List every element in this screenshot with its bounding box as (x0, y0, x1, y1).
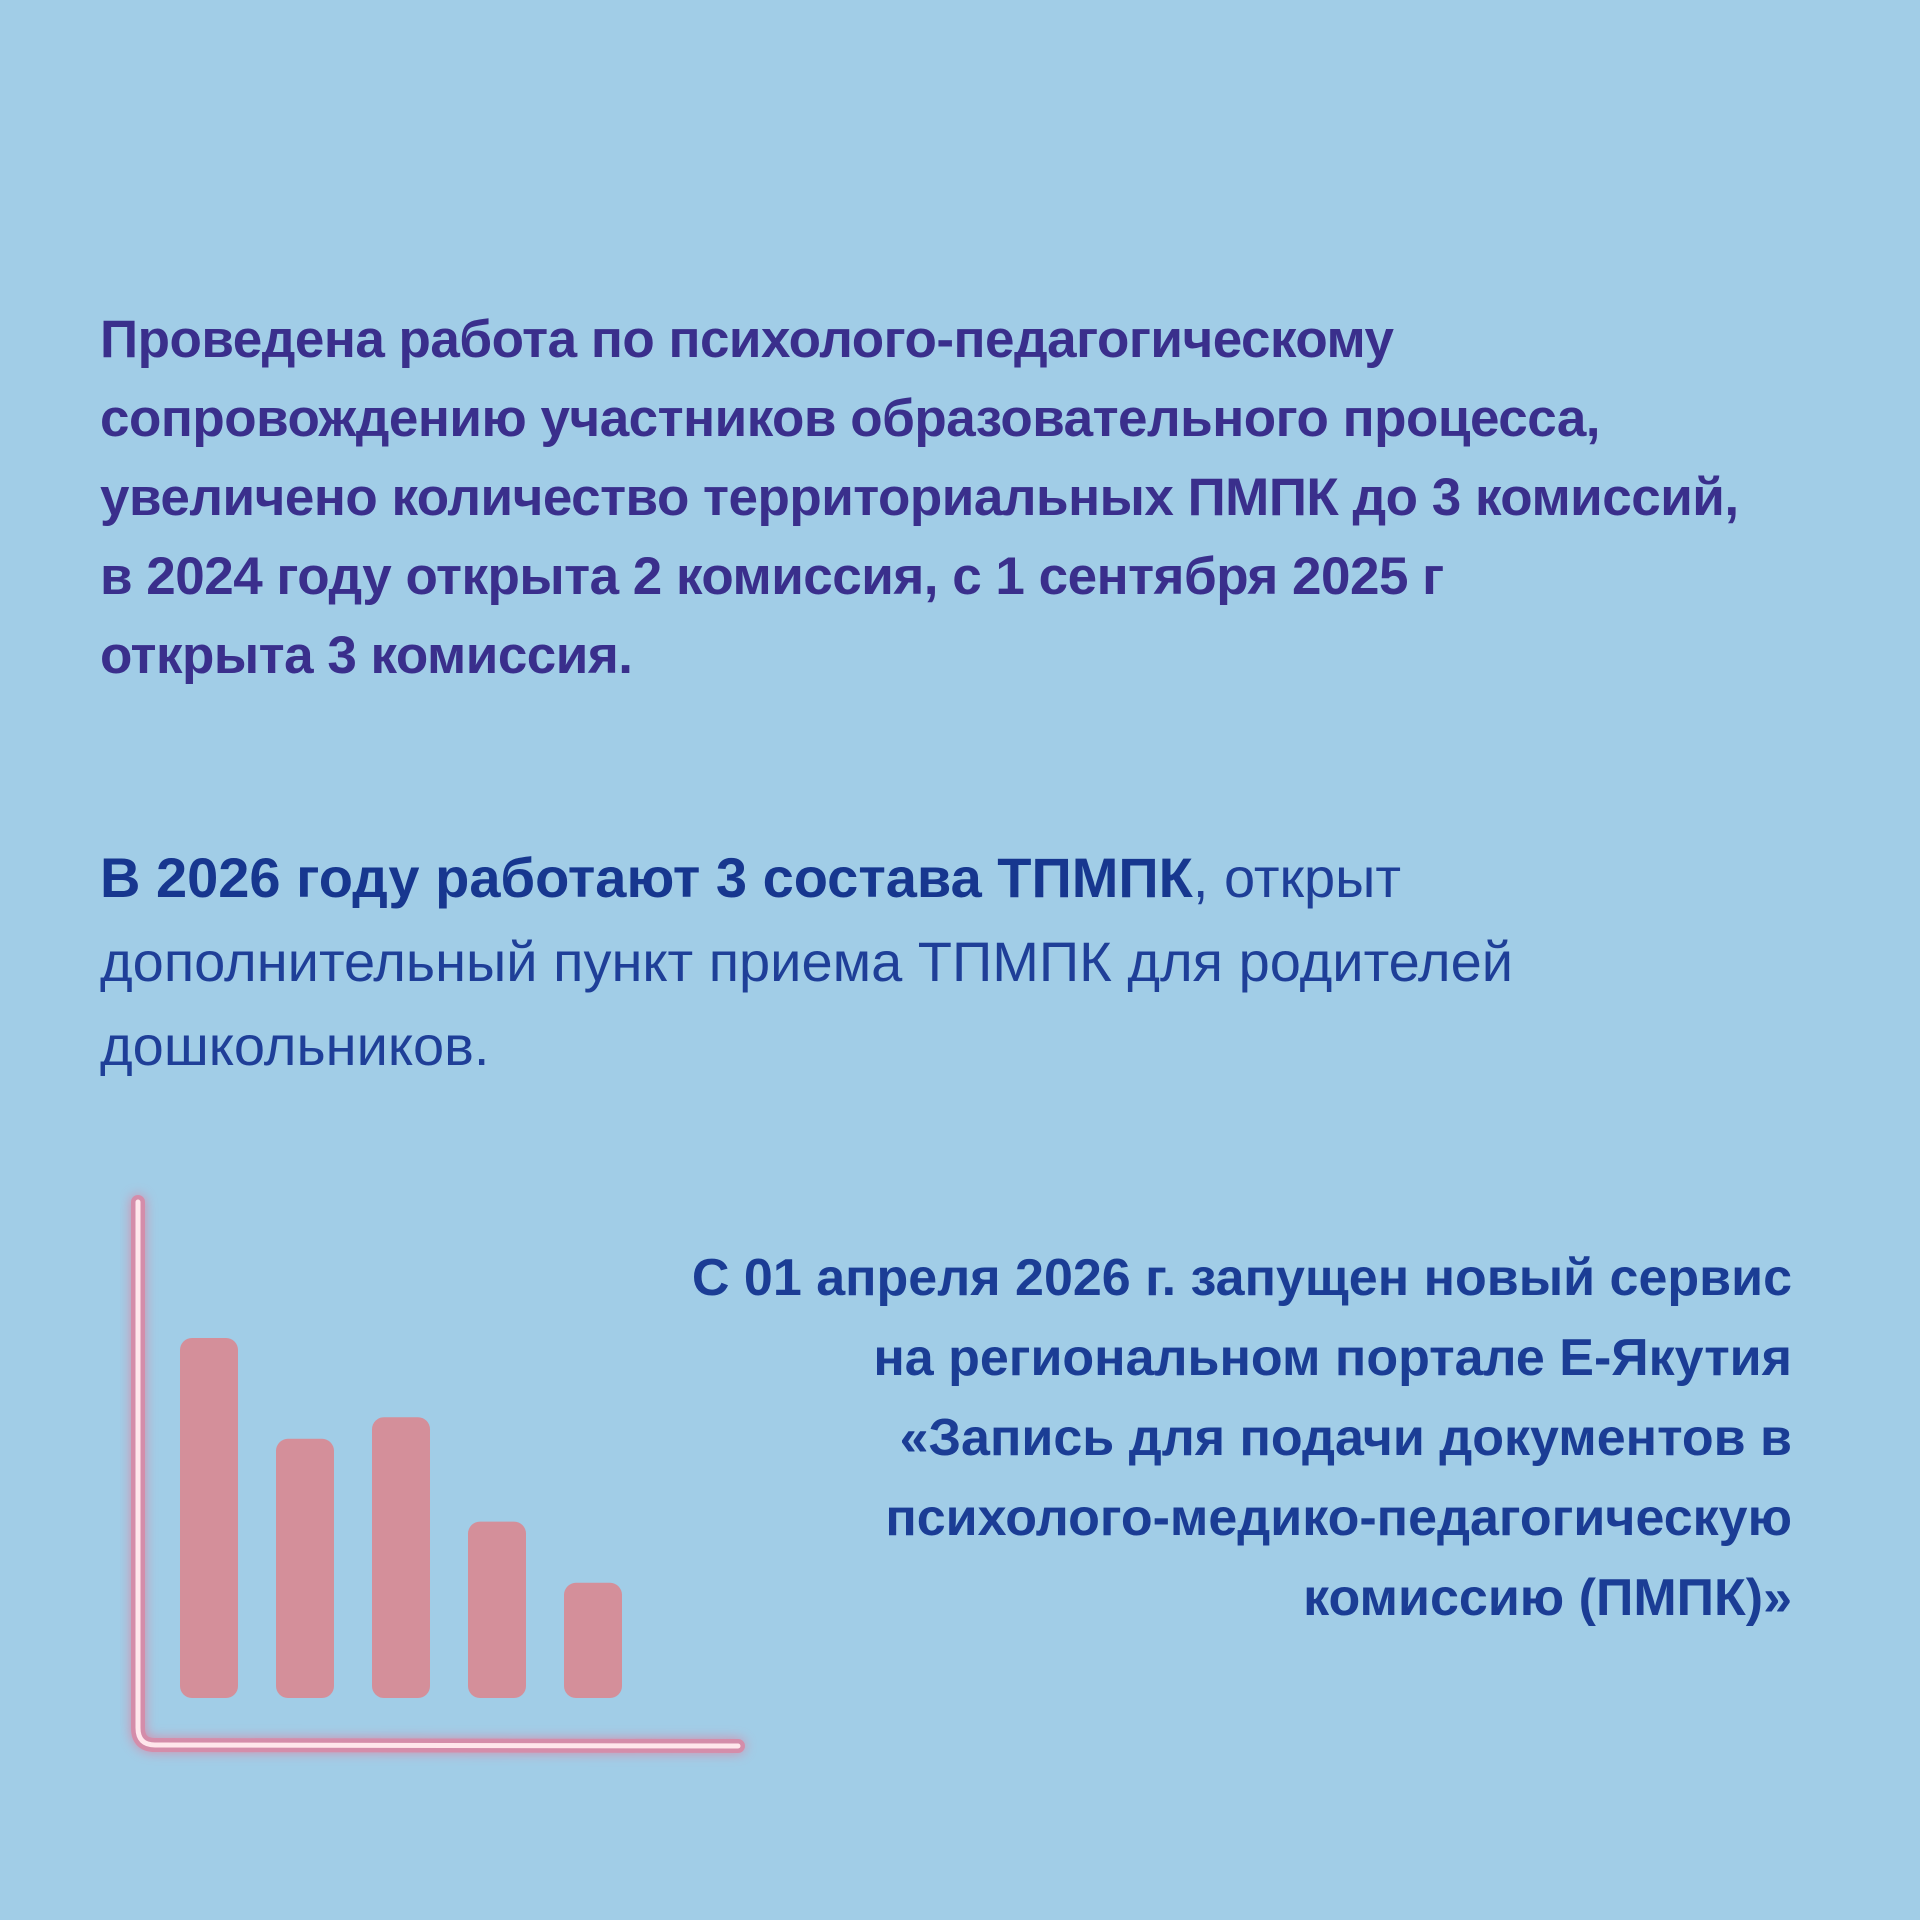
text-line: комиссию (ПМПК)» (1303, 1569, 1792, 1627)
text-fragment: , открыт (1192, 846, 1402, 909)
chart-bar (372, 1417, 430, 1698)
text-line: дополнительный пункт приема ТПМПК для родителей (100, 930, 1513, 993)
chart-bar (468, 1522, 526, 1698)
text-line (100, 836, 1800, 920)
chart-bar (276, 1439, 334, 1698)
bar-chart-illustration (120, 1180, 760, 1780)
text-line: «Запись для подачи документов в (899, 1409, 1792, 1467)
chart-bar (180, 1338, 238, 1698)
text-line: дошкольников. (100, 1014, 490, 1077)
highlight-text: В 2026 году работают 3 состава ТПМПК (100, 846, 1193, 909)
text-line: открыта 3 комиссия. (100, 626, 633, 685)
text-line: психолого-медико-педагогическую (885, 1489, 1792, 1547)
text-line: Проведена работа по психолого-педагогическому (100, 310, 1394, 369)
chart-bar (564, 1583, 622, 1698)
text-block-pmpk-work (100, 300, 1860, 695)
text-line: увеличено количество территориальных ПМПК до 3 комиссий, (100, 468, 1739, 527)
text-line: в 2024 году открыта 2 комиссия, с 1 сентября 2025 г (100, 547, 1444, 606)
text-block-tpmpk-2026 (100, 836, 1800, 1088)
bars-group (180, 1338, 622, 1698)
text-line: сопровождению участников образовательного процесса, (100, 389, 1601, 448)
text-line: С 01 апреля 2026 г. запущен новый сервис (691, 1249, 1792, 1307)
text-line: на региональном портале Е-Якутия (873, 1329, 1792, 1387)
